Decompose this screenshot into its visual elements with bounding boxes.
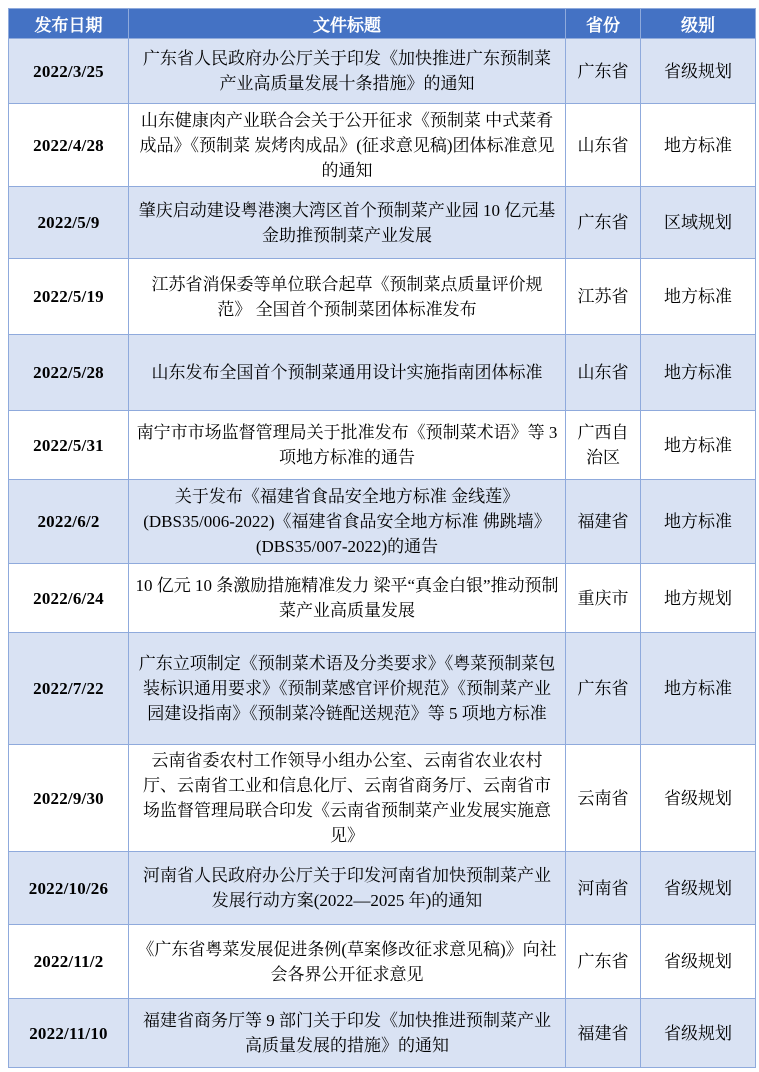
table-row xyxy=(9,564,756,633)
date-cell: 2022/5/28 xyxy=(9,335,129,411)
title-cell: 肇庆启动建设粤港澳大湾区首个预制菜产业园 10 亿元基金助推预制菜产业发展 xyxy=(129,187,566,259)
title-cell: 广东立项制定《预制菜术语及分类要求》《粤菜预制菜包装标识通用要求》《预制菜感官评价规范》《预制菜产业园建设指南》《预制菜冷链配送规范》等 5 项地方标准 xyxy=(129,633,566,745)
date-cell: 2022/9/30 xyxy=(9,745,129,852)
table-row xyxy=(9,259,756,335)
date-cell: 2022/5/31 xyxy=(9,411,129,480)
level-cell: 地方标准 xyxy=(641,480,756,564)
title-cell: 《广东省粤菜发展促进条例(草案修改征求意见稿)》向社会各界公开征求意见 xyxy=(129,925,566,999)
date-cell: 2022/3/25 xyxy=(9,39,129,104)
title-cell: 山东健康肉产业联合会关于公开征求《预制菜 中式菜肴成品》《预制菜 炭烤肉成品》(征求意见稿)团体标准意见的通知 xyxy=(129,104,566,187)
title-cell: 云南省委农村工作领导小组办公室、云南省农业农村厅、云南省工业和信息化厅、云南省商务厅、云南省市场监督管理局联合印发《云南省预制菜产业发展实施意见》 xyxy=(129,745,566,852)
province-cell: 云南省 xyxy=(566,745,641,852)
date-cell: 2022/10/26 xyxy=(9,852,129,925)
table-row xyxy=(9,925,756,999)
table-header-row xyxy=(9,9,756,39)
level-cell: 省级规划 xyxy=(641,925,756,999)
table-row xyxy=(9,187,756,259)
header-document-title: 文件标题 xyxy=(129,9,566,39)
level-cell: 省级规划 xyxy=(641,852,756,925)
table-row xyxy=(9,999,756,1068)
table-row xyxy=(9,852,756,925)
table-row xyxy=(9,745,756,852)
level-cell: 省级规划 xyxy=(641,999,756,1068)
table-row xyxy=(9,633,756,745)
level-cell: 地方标准 xyxy=(641,411,756,480)
table-row xyxy=(9,104,756,187)
level-cell: 地方标准 xyxy=(641,335,756,411)
level-cell: 省级规划 xyxy=(641,745,756,852)
date-cell: 2022/5/19 xyxy=(9,259,129,335)
province-cell: 福建省 xyxy=(566,480,641,564)
title-cell: 关于发布《福建省食品安全地方标准 金线莲》(DBS35/006-2022)《福建省食品安全地方标准 佛跳墙》(DBS35/007-2022)的通告 xyxy=(129,480,566,564)
table-row xyxy=(9,39,756,104)
province-cell: 重庆市 xyxy=(566,564,641,633)
header-province: 省份 xyxy=(566,9,641,39)
level-cell: 地方标准 xyxy=(641,104,756,187)
title-cell: 南宁市市场监督管理局关于批准发布《预制菜术语》等 3 项地方标准的通告 xyxy=(129,411,566,480)
table-row xyxy=(9,411,756,480)
table-row xyxy=(9,335,756,411)
header-level: 级别 xyxy=(641,9,756,39)
province-cell: 山东省 xyxy=(566,104,641,187)
province-cell: 福建省 xyxy=(566,999,641,1068)
date-cell: 2022/11/2 xyxy=(9,925,129,999)
province-cell: 广东省 xyxy=(566,39,641,104)
level-cell: 区域规划 xyxy=(641,187,756,259)
title-cell: 10 亿元 10 条激励措施精准发力 梁平“真金白银”推动预制菜产业高质量发展 xyxy=(129,564,566,633)
date-cell: 2022/4/28 xyxy=(9,104,129,187)
province-cell: 山东省 xyxy=(566,335,641,411)
title-cell: 广东省人民政府办公厅关于印发《加快推进广东预制菜产业高质量发展十条措施》的通知 xyxy=(129,39,566,104)
title-cell: 福建省商务厅等 9 部门关于印发《加快推进预制菜产业高质量发展的措施》的通知 xyxy=(129,999,566,1068)
date-cell: 2022/6/24 xyxy=(9,564,129,633)
province-cell: 广东省 xyxy=(566,925,641,999)
date-cell: 2022/5/9 xyxy=(9,187,129,259)
province-cell: 广东省 xyxy=(566,187,641,259)
province-cell: 河南省 xyxy=(566,852,641,925)
title-cell: 山东发布全国首个预制菜通用设计实施指南团体标准 xyxy=(129,335,566,411)
policy-documents-table xyxy=(8,8,756,1068)
level-cell: 地方标准 xyxy=(641,633,756,745)
date-cell: 2022/6/2 xyxy=(9,480,129,564)
title-cell: 江苏省消保委等单位联合起草《预制菜点质量评价规范》 全国首个预制菜团体标准发布 xyxy=(129,259,566,335)
level-cell: 地方规划 xyxy=(641,564,756,633)
province-cell: 广西自治区 xyxy=(566,411,641,480)
level-cell: 省级规划 xyxy=(641,39,756,104)
title-cell: 河南省人民政府办公厅关于印发河南省加快预制菜产业发展行动方案(2022—2025 年)的通知 xyxy=(129,852,566,925)
province-cell: 广东省 xyxy=(566,633,641,745)
table-row xyxy=(9,480,756,564)
header-publish-date: 发布日期 xyxy=(9,9,129,39)
province-cell: 江苏省 xyxy=(566,259,641,335)
date-cell: 2022/11/10 xyxy=(9,999,129,1068)
level-cell: 地方标准 xyxy=(641,259,756,335)
date-cell: 2022/7/22 xyxy=(9,633,129,745)
